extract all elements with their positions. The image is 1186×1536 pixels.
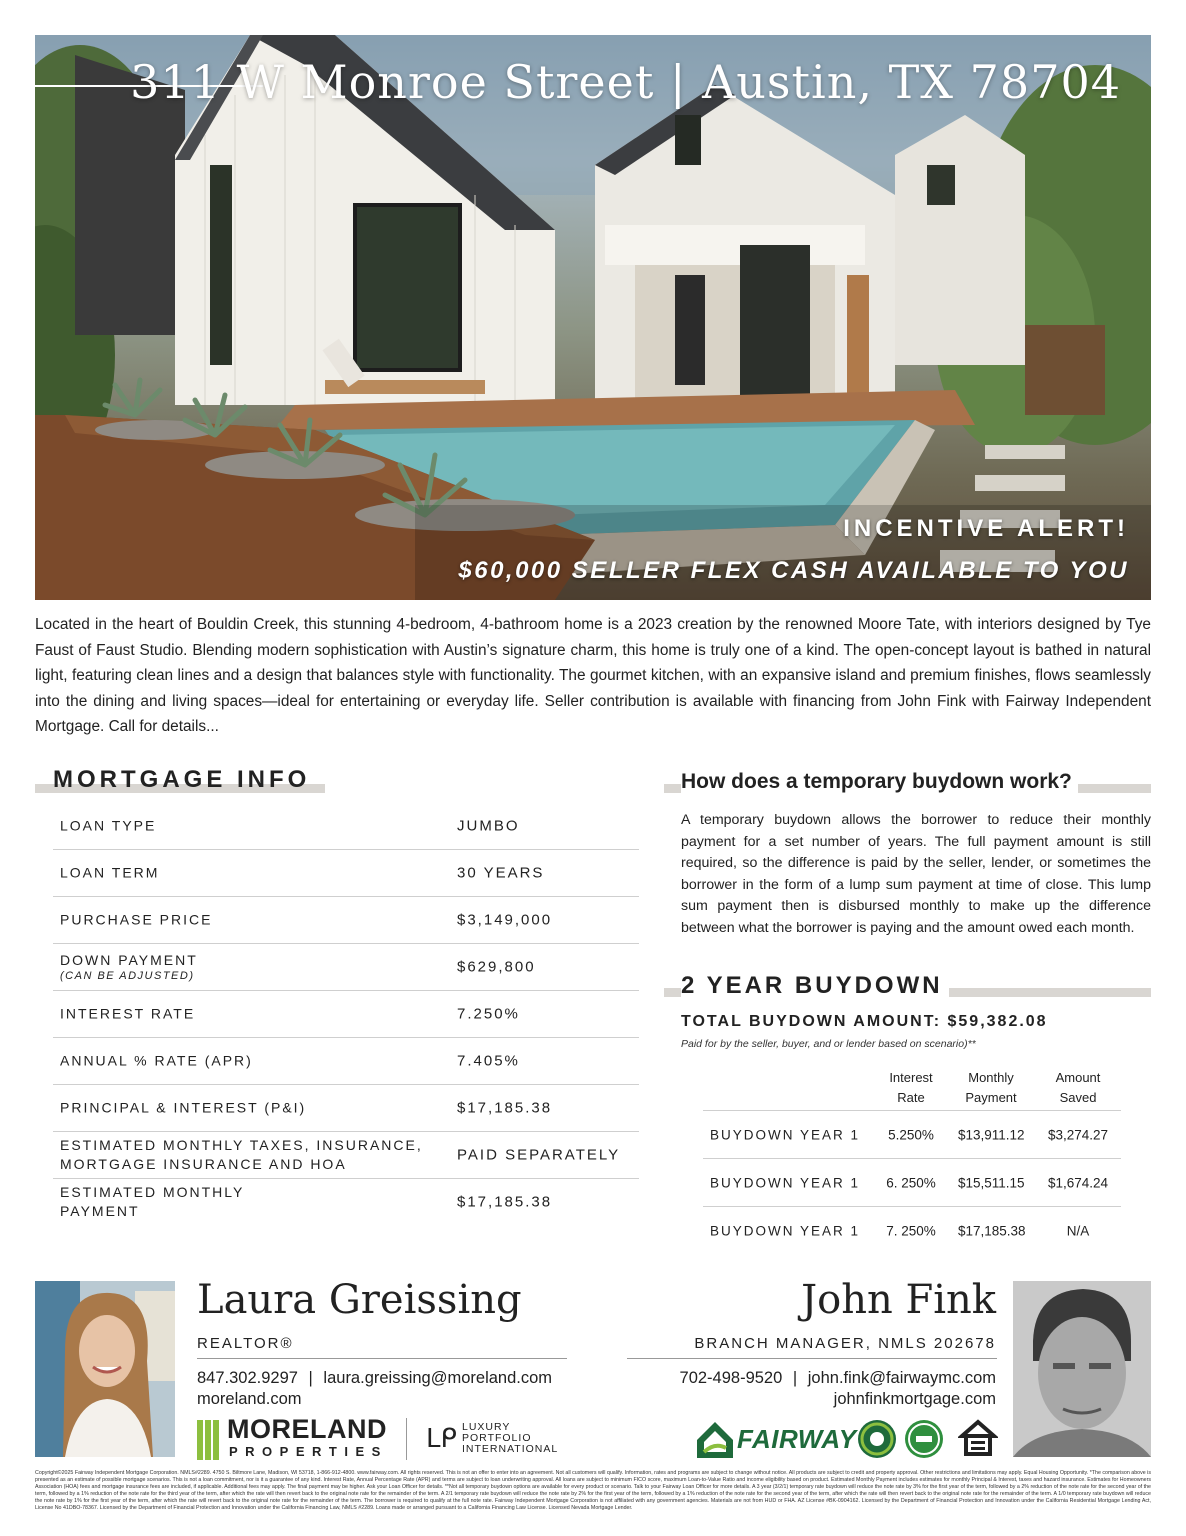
fairway-logo [695,1418,857,1465]
buydown-table-header [703,1068,1121,1111]
row-label: INTEREST RATE [60,1005,196,1022]
agent-website[interactable]: moreland.com [197,1390,302,1408]
table-row [53,991,639,1038]
buydown-total: TOTAL BUYDOWN AMOUNT: $59,382.08 [681,1013,1048,1030]
lender-title: BRANCH MANAGER, NMLS 202678 [694,1335,996,1352]
row-rate: 6. 250% [886,1175,936,1190]
table-row [53,1085,639,1132]
agent-name: Laura Greissing [197,1277,522,1323]
row-label: PURCHASE PRICE [60,911,213,928]
agent-phone[interactable]: 847.302.9297 [197,1369,298,1387]
buydown-title: 2 YEAR BUYDOWN [681,972,949,1000]
header-monthly-payment: Monthly Payment [965,1070,1017,1105]
lender-email[interactable]: john.fink@fairwaymc.com [807,1369,996,1387]
table-row [53,1179,639,1225]
lender-website[interactable]: johnfinkmortgage.com [833,1390,996,1408]
lender-phone[interactable]: 702-498-9520 [679,1369,783,1387]
incentive-alert-detail: $60,000 SELLER FLEX CASH AVAILABLE TO YOU [458,557,1129,584]
lpi-line: LUXURY [462,1421,511,1433]
buydown-explainer-text: A temporary buydown allows the borrower to reduce their monthly payment for a set number of years. The full payment amount is still required, so the difference is paid by the seller, lender, or sometimes the borrower in the form of a lump sum payment at time of close. This lump sum payment then is disbursed monthly to make up the difference between what the borrower is paying and the amount owed each month. [681,812,1151,936]
row-value: $629,800 [457,958,536,976]
agent-email[interactable]: laura.greissing@moreland.com [323,1369,553,1387]
table-row [53,850,639,897]
table-row [53,897,639,944]
header-amount-saved: Amount Saved [1055,1070,1101,1105]
award-badge-icon [905,1420,943,1458]
row-label: ANNUAL % RATE (APR) [60,1052,253,1069]
table-row [53,803,639,850]
fairway-wordmark: FAIRWAY [737,1424,857,1454]
row-value: JUMBO [457,817,520,835]
logo-divider [406,1418,407,1460]
award-badge-icon [858,1420,896,1458]
lender-photo-placeholder [1013,1281,1151,1457]
buydown-table [703,1068,1121,1254]
row-label: BUYDOWN YEAR 1 [710,1223,861,1238]
buydown-note: Paid for by the seller, buyer, and or lender based on scenario)** [681,1038,976,1050]
lpi-line: INTERNATIONAL [462,1443,559,1455]
row-value: $3,149,000 [457,911,553,929]
row-label-main: DOWN PAYMENT [60,952,198,968]
agent-title: REALTOR® [197,1335,294,1352]
moreland-subword: PROPERTIES [229,1444,388,1459]
agent-headshot [35,1281,175,1457]
property-address: 311 W Monroe Street | Austin, TX 78704 [130,55,1121,109]
row-saved: $1,674.24 [1047,1175,1109,1190]
mortgage-info-title: MORTGAGE INFO [53,766,311,793]
row-saved: $3,274.27 [1047,1127,1109,1142]
property-description: Located in the heart of Bouldin Creek, this stunning 4-bedroom, 4-bathroom home is a 2023 creation by the renowned Moore Tate, with interiors designed by Tye Faust of Faust Studio. Blending modern sophistication with Austin’s signature charm, this home is truly one of a kind. The open-concept layout is bathed in natural light, featuring clean lines and a design that balances style with functionality. The gourmet kitchen, with an expansive island and premium finishes, flows seamlessly into the dining and living spaces—ideal for entertaining or everyday life. Seller contribution is available with financing from John Fink with Fairway Independent Mortgage. Call for details... [35,616,1151,736]
row-label: PRINCIPAL & INTEREST (P&I) [60,1099,307,1116]
row-label [60,951,440,983]
row-payment: $13,911.12 [958,1127,1025,1142]
buydown-explainer-title: How does a temporary buydown work? [681,770,1078,794]
row-label: BUYDOWN YEAR 1 [710,1175,861,1190]
row-label: BUYDOWN YEAR 1 [710,1127,861,1142]
incentive-alert-title: INCENTIVE ALERT! [843,515,1129,542]
table-row [703,1207,1121,1254]
equal-housing-icon [958,1418,998,1458]
lender-name: John Fink [801,1277,996,1323]
row-label: LOAN TYPE [60,817,157,834]
moreland-bars-icon [197,1420,221,1460]
contact-separator: | [792,1369,798,1387]
row-value: 7.405% [457,1052,520,1070]
lender-contact-line [680,1369,996,1388]
fairway-house-icon [695,1418,735,1460]
lender-headshot [1013,1281,1151,1457]
row-value: $17,185.38 [457,1099,553,1117]
row-payment: $17,185.38 [958,1223,1026,1238]
legal-disclaimer: Copyright©2025 Fairway Independent Mortgage Corporation. NMLS#2289. 4750 S. Biltmore Lane, Madison, WI 53718, 1-866-912-4800. www.fairway.com. All rights reserved. This is not an offer to enter into an agreement. Not all customers will qualify. Information, rates and programs are subject to change without notice. All products are subject to credit and property approval. Other restrictions and limitations may apply. Equal Housing Opportunity. *The comparison above is presented as an estimate of possible mortgage scenarios. This is not a loan commitment, nor is it a guarantee of any kind. Interest Rate, Annual Percentage Rate (APR) and terms are subject to loan underwriting approval. All loans are subject to minimum FICO score, maximum Loan-to-Value Ratio and income eligibility based on product. Estimated Monthly Payment includes estimates for monthly Principal & Interest, taxes and hazard insurance. Estimates for Homeowners Association (HOA) fees and mortgage insurance fees are included, if applicable. Additional fees may apply. The final payment may be higher. Ask your Loan Officer for details. **Not all temporary buydown options are available for every product or scenario. Talk to your Fairway Loan Officer for more details. A 3 year (3/2/1) temporary rate buydown will reduce the note rate by 3% for the first year of the term, followed by a 2% reduction of the note rate for the second year of the term, followed by a 1% reduction of the note rate for the third year of the term, after which the rate will then revert back to the original note rate for the remainder of the term. A 2/1 temporary rate buydown will reduce the note rate by 2% for the first year of the term, followed by a 1% reduction of the note rate for the second year of the term, after which the rate will then revert back to the original note rate for the remainder of the term. A 1/0 temporary rate buydown will reduce the note rate by 1% for the first year of the term, after which the rate will revert back to the original note rate for the remainder of the term. The borrower is required to qualify at the full note rate. Fairway Independent Mortgage Corporation is not affiliated with any government agencies. Materials are not from HUD or FHA. AZ License #BK-0904162. Licensed by the Department of Financial Protection and Innovation under the California Residential Mortgage Lending Act, License No 41DBO-78367. Licensed by the Department of Financial Protection and Innovation under the California Financing Law, NMLS #2289. Loans made or arranged pursuant to a California Financing Law License. Licensed Nevada Mortgage Lender. [35,1470,1151,1511]
row-rate: 7. 250% [886,1223,936,1238]
agent-contact-line [197,1369,552,1388]
row-value: PAID SEPARATELY [457,1146,621,1164]
row-value: $17,185.38 [457,1193,553,1211]
row-label: LOAN TERM [60,864,160,881]
header-interest-rate: Interest Rate [889,1070,933,1105]
mortgage-info-header [35,766,325,794]
lpi-text [462,1422,558,1455]
row-value: 30 YEARS [457,864,545,882]
lender-rule [627,1358,997,1359]
row-label: ESTIMATED MONTHLY TAXES, INSURANCE, MORTGAGE INSURANCE AND HOA [60,1137,423,1172]
table-row [703,1111,1121,1159]
row-saved: N/A [1066,1223,1090,1238]
row-label: ESTIMATED MONTHLY PAYMENT [60,1184,245,1219]
agent-photo-placeholder [35,1281,175,1457]
moreland-wordmark: MORELAND [227,1414,387,1444]
lpi-mark-icon: ᒪᑭ [426,1424,457,1454]
row-value: 7.250% [457,1005,520,1023]
table-row [53,1038,639,1085]
hero-photo [35,35,1151,600]
mortgage-info-table [53,803,639,1225]
row-payment: $15,511.15 [958,1175,1025,1190]
table-row [53,1132,639,1179]
table-row [703,1159,1121,1207]
table-row [53,944,639,991]
row-rate: 5.250% [888,1127,934,1142]
agent-rule [197,1358,567,1359]
contact-separator: | [308,1369,313,1387]
row-sublabel: (CAN BE ADJUSTED) [60,970,195,982]
lpi-line: PORTFOLIO [462,1432,532,1444]
